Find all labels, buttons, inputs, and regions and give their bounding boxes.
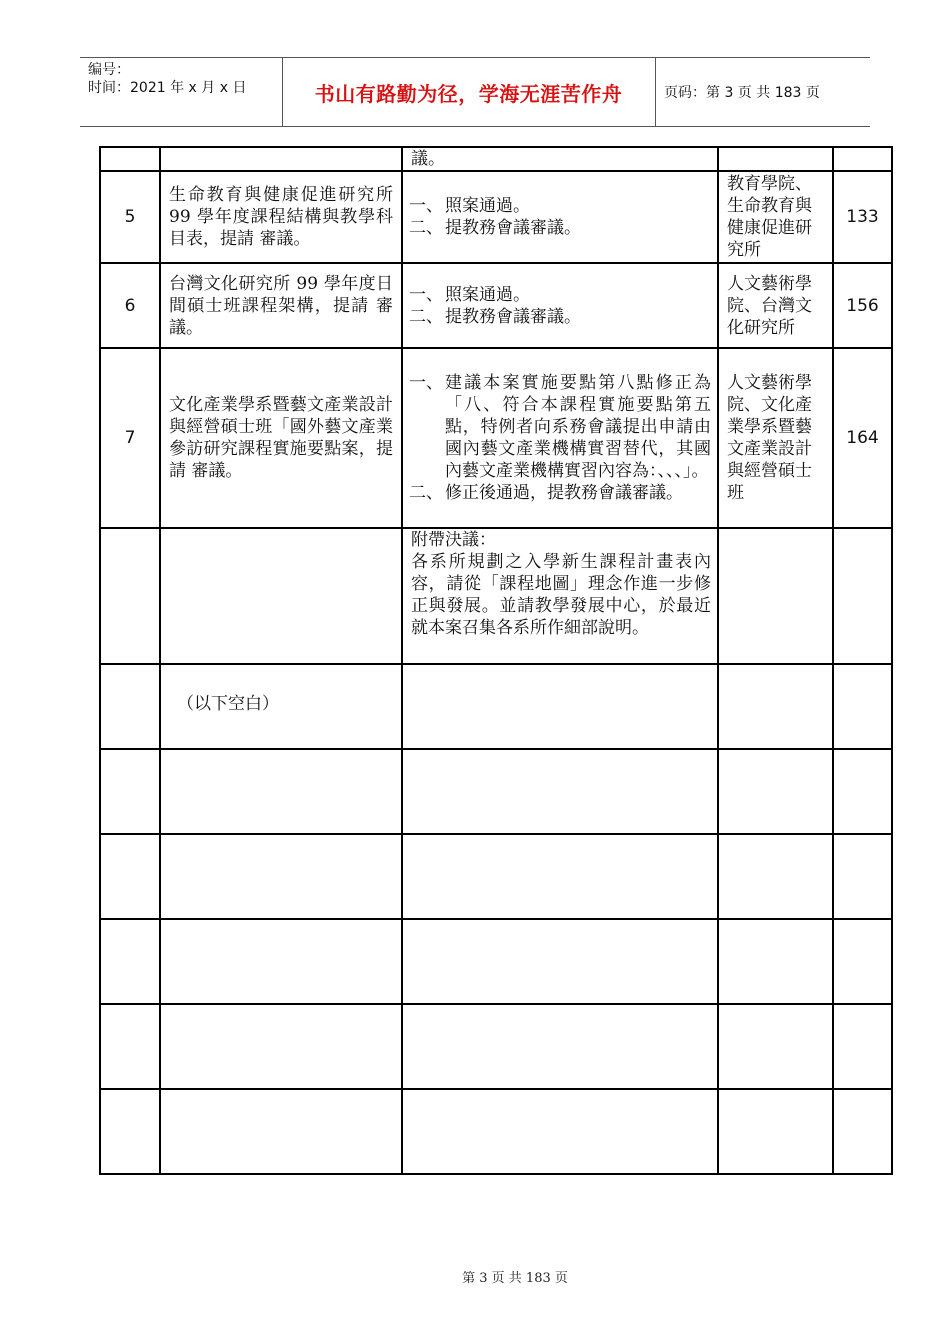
- resolution-marker: 二、: [409, 218, 443, 238]
- cell-item: [160, 1004, 402, 1089]
- cell-resolution: [402, 147, 718, 171]
- resolution: [403, 195, 717, 239]
- cell-page: [833, 1089, 892, 1174]
- header-meta: [88, 61, 246, 97]
- cell-unit: [718, 1089, 833, 1174]
- cell-resolution: [402, 263, 718, 348]
- row-number: 6: [100, 263, 160, 348]
- serial-label: 编号：: [88, 62, 130, 78]
- cell-item: [160, 749, 402, 834]
- cell-unit: [718, 749, 833, 834]
- cell-resolution: [402, 834, 718, 919]
- resolution-marker: 一、: [409, 196, 443, 216]
- table-row: [100, 171, 892, 263]
- cell-page: [833, 834, 892, 919]
- cell-num: [100, 1089, 160, 1174]
- table-row-blank-note: [100, 664, 892, 749]
- cell-unit: [718, 263, 833, 348]
- cell-item: [160, 263, 402, 348]
- unit-text: 人文藝術學院、台灣文化研究所: [727, 273, 812, 338]
- resolution-text: 建議本案實施要點第八點修正為「八、符合本課程實施要點第五點，特例者向系務會議提出申請由國內藝文產業機構實習替代，其國內藝文產業機構實習內容為：、、、」。: [445, 373, 711, 481]
- resolutions-table: [99, 146, 893, 1175]
- cell-resolution: [402, 171, 718, 263]
- cell-num: [100, 664, 160, 749]
- cell-num: [100, 147, 160, 171]
- table-row-empty: [100, 749, 892, 834]
- resolution-marker: 二、: [409, 483, 443, 503]
- cell-item: [160, 147, 402, 171]
- page-ref: 164: [833, 348, 892, 528]
- cell-unit: [718, 528, 833, 664]
- resolution-marker: 一、: [409, 373, 443, 393]
- cell-page: [833, 1004, 892, 1089]
- blank-note: （以下空白）: [177, 693, 279, 714]
- cell-resolution: [402, 1089, 718, 1174]
- resolution-text: 修正後通過，提教務會議審議。: [445, 483, 683, 503]
- resolution-marker: 二、: [409, 306, 443, 327]
- cell-item: [160, 834, 402, 919]
- resolution: [403, 284, 717, 328]
- page-ref: 133: [833, 171, 892, 263]
- item-text: 文化產業學系暨藝文產業設計與經營碩士班「國外藝文產業參訪研究課程實施要點案，提請 審議。: [169, 395, 393, 481]
- cell-unit: [718, 919, 833, 1004]
- cell-item: [160, 348, 402, 528]
- cell-resolution: [402, 664, 718, 749]
- row-number: 5: [100, 171, 160, 263]
- cell-page: [833, 749, 892, 834]
- cell-resolution: [402, 528, 718, 664]
- resolution-marker: 一、: [409, 284, 443, 305]
- page-ref: 156: [833, 263, 892, 348]
- cell-num: [100, 528, 160, 664]
- resolution-text: 照案通過。: [445, 284, 530, 305]
- table-row-empty: [100, 834, 892, 919]
- cell-num: [100, 1004, 160, 1089]
- cell-item: [160, 171, 402, 263]
- supplementary-resolution: [403, 529, 717, 639]
- cell-unit: [718, 147, 833, 171]
- unit-text: 人文藝術學院、文化產業學系暨藝文產業設計與經營碩士班: [727, 373, 812, 503]
- cell-num: [100, 749, 160, 834]
- table-row-continuation: [100, 147, 892, 171]
- header-page-label: 页码：第 3 页 共 183 页: [664, 85, 820, 101]
- cell-item: [160, 664, 402, 749]
- item-text: 生命教育與健康促進研究所 99 學年度課程結構與教學科目表，提請 審議。: [169, 185, 393, 249]
- header-motto: 书山有路勤为径，学海无涯苦作舟: [314, 81, 623, 106]
- cell-resolution: [402, 1004, 718, 1089]
- resolution-tail: 議。: [411, 149, 445, 169]
- cell-page: [833, 664, 892, 749]
- table-row-supplementary: [100, 528, 892, 664]
- cell-resolution: [402, 919, 718, 1004]
- cell-resolution: [402, 348, 718, 528]
- cell-unit: [718, 834, 833, 919]
- cell-num: [100, 919, 160, 1004]
- resolution-text: 提教務會議審議。: [445, 218, 581, 238]
- page-header: [80, 57, 870, 127]
- cell-unit: [718, 664, 833, 749]
- cell-unit: [718, 1004, 833, 1089]
- cell-page: [833, 919, 892, 1004]
- cell-item: [160, 919, 402, 1004]
- table-row: [100, 348, 892, 528]
- page-footer: 第 3 页 共 183 页: [462, 1271, 568, 1286]
- table-row-empty: [100, 1004, 892, 1089]
- cell-resolution: [402, 749, 718, 834]
- cell-unit: [718, 348, 833, 528]
- cell-page: [833, 147, 892, 171]
- table-row: [100, 263, 892, 348]
- supplementary-title: 附帶決議：: [411, 530, 496, 550]
- table-row-empty: [100, 919, 892, 1004]
- resolution-text: 提教務會議審議。: [445, 306, 581, 327]
- cell-unit: [718, 171, 833, 263]
- resolution: [403, 372, 717, 504]
- table-row-empty: [100, 1089, 892, 1174]
- row-number: 7: [100, 348, 160, 528]
- unit-text: 教育學院、生命教育與健康促進研究所: [727, 174, 812, 260]
- cell-num: [100, 834, 160, 919]
- cell-page: [833, 528, 892, 664]
- header-divider: [655, 58, 656, 126]
- supplementary-text: 各系所規劃之入學新生課程計畫表內容，請從「課程地圖」理念作進一步修正與發展。並請教學發展中心，於最近就本案召集各系所作細部說明。: [411, 552, 711, 638]
- resolution-text: 照案通過。: [445, 196, 530, 216]
- item-text: 台灣文化研究所 99 學年度日間碩士班課程架構，提請 審議。: [169, 273, 393, 338]
- cell-item: [160, 528, 402, 664]
- time-label: 时间：2021 年 x 月 x 日: [88, 80, 247, 96]
- cell-item: [160, 1089, 402, 1174]
